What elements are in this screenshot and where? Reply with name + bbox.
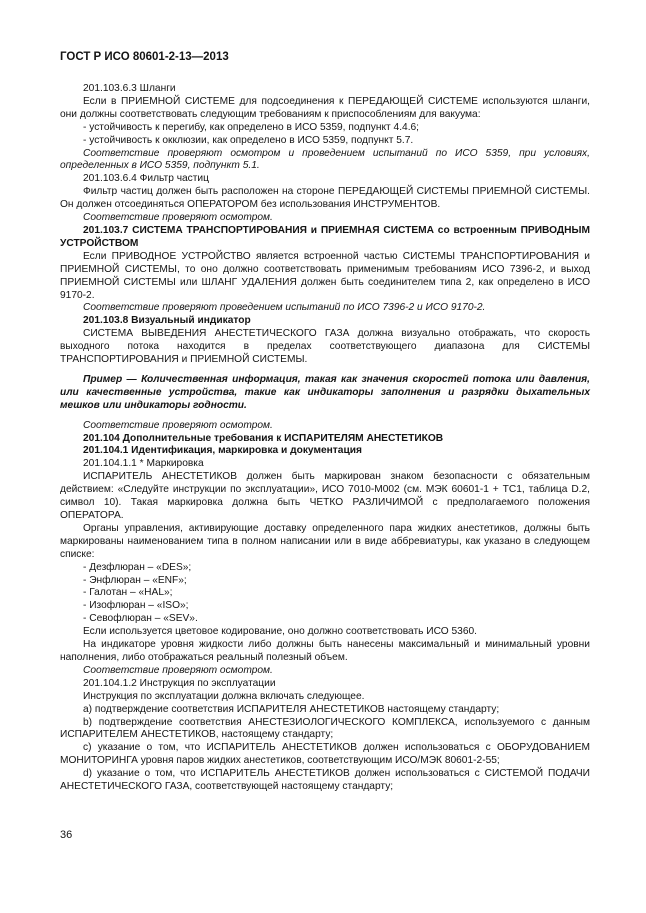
compliance-note: Соответствие проверяют осмотром. (83, 419, 273, 431)
paragraph: Инструкция по эксплуатации должна включать следующее. (83, 690, 365, 702)
list-item: b) подтверждение соответствия АНЕСТЕЗИОЛОГИЧЕСКОГО КОМПЛЕКСА, используемого с данным ИСПАРИТЕЛЕМ АНЕСТЕТИКОВ, настоящему стандарту; (60, 716, 590, 741)
clause-heading: 201.103.7 СИСТЕМА ТРАНСПОРТИРОВАНИЯ и ПРИЕМНАЯ СИСТЕМА со встроенным ПРИВОДНЫМ УСТРОЙСТВОМ (60, 224, 590, 249)
clause-heading: 201.104.1.2 Инструкция по эксплуатации (83, 677, 276, 689)
compliance-note: Соответствие проверяют проведением испытаний по ИСО 7396-2 и ИСО 9170-2. (83, 302, 486, 314)
paragraph: ИСПАРИТЕЛЬ АНЕСТЕТИКОВ должен быть маркирован знаком безопасности с обязательным действием: «Следуйте инструкции по эксплуатации», ИСО 7010-М002 (см. МЭК 60601-1 + ТС1, таблица D.2, символ 10). Такая маркировка должна быть ЧЕТКО РАЗЛИЧИМОЙ с предполагаемого положения ОПЕРАТОРА. (60, 471, 590, 521)
compliance-note: Соответствие проверяют осмотром и проведением испытаний по ИСО 5359, при условиях, определенных в ИСО 5359, подпункт 5.1. (60, 147, 590, 172)
paragraph: Если ПРИВОДНОЕ УСТРОЙСТВО является встроенной частью СИСТЕМЫ ТРАНСПОРТИРОВАНИЯ и ПРИЕМНОЙ СИСТЕМЫ, то оно должно соответствовать применимым требованиям ИСО 7396-2, и выход ПРИЕМНОЙ СИСТЕМЫ или ШЛАНГ УДАЛЕНИЯ должен быть соединителем типа 2, как определено в ИСО 9170-2. (60, 250, 590, 301)
document-body (60, 83, 590, 794)
list-item: d) указание о том, что ИСПАРИТЕЛЬ АНЕСТЕТИКОВ должен использоваться с СИСТЕМОЙ ПОДАЧИ АНЕСТЕТИЧЕСКОГО ГАЗА, соответствующей настоящему стандарту; (60, 768, 590, 793)
list-item: - Изофлюран – «ISO»; (83, 600, 189, 612)
clause-heading: 201.103.6.3 Шланги (83, 83, 176, 94)
compliance-note: Соответствие проверяют осмотром. (83, 664, 273, 676)
paragraph: Органы управления, активирующие доставку определенного пара жидких анестетиков, должны быть маркированы наименованием типа в полном написании или в виде аббревиатуры, как указано в следующем списке: (60, 522, 590, 560)
list-item: - устойчивость к окклюзии, как определено в ИСО 5359, подпункт 5.7. (83, 134, 414, 146)
clause-heading: 201.103.8 Визуальный индикатор (83, 315, 251, 327)
paragraph: Фильтр частиц должен быть расположен на стороне ПЕРЕДАЮЩЕЙ СИСТЕМЫ ПРИЕМНОЙ СИСТЕМЫ. Он должен отсоединяться ОПЕРАТОРОМ без использования ИНСТРУМЕНТОВ. (60, 186, 590, 211)
list-item: - устойчивость к перегибу, как определено в ИСО 5359, подпункт 4.4.6; (83, 121, 420, 133)
clause-heading: 201.104.1.1 * Маркировка (83, 458, 204, 470)
paragraph: СИСТЕМА ВЫВЕДЕНИЯ АНЕСТЕТИЧЕСКОГО ГАЗА должна визуально отображать, что скорость выходного потока находится в пределах соответствующего диапазона для СИСТЕМЫ ТРАНСПОРТИРОВАНИЯ и ПРИЕМНОЙ СИСТЕМЫ. (60, 328, 590, 366)
list-item: - Энфлюран – «ENF»; (83, 574, 187, 586)
list-item: - Дезфлюран – «DES»; (83, 561, 192, 573)
list-item: а) подтверждение соответствия ИСПАРИТЕЛЯ АНЕСТЕТИКОВ настоящему стандарту; (83, 703, 500, 715)
clause-heading: 201.104.1 Идентификация, маркировка и документация (83, 445, 362, 457)
document-header: ГОСТ Р ИСО 80601-2-13—2013 (60, 51, 229, 63)
paragraph: Если используется цветовое кодирование, оно должно соответствовать ИСО 5360. (83, 626, 477, 638)
list-item: - Севофлюран – «SEV». (83, 613, 198, 625)
list-item: - Галотан – «HAL»; (83, 587, 173, 599)
example-note: Пример — Количественная информация, такая как значения скоростей потока или давления, или качественные устройства, такие как индикаторы заполнения и разрядки дыхательных мешков или индикаторы годности. (60, 373, 590, 411)
paragraph: На индикаторе уровня жидкости либо должны быть нанесены максимальный и минимальный уровни наполнения, либо отображаться реальный полезный объем. (60, 639, 590, 663)
clause-heading: 201.103.6.4 Фильтр частиц (83, 173, 209, 185)
list-item: с) указание о том, что ИСПАРИТЕЛЬ АНЕСТЕТИКОВ должен использоваться с ОБОРУДОВАНИЕМ МОНИТОРИНГА уровня паров жидких анестетиков, соответствующим ИСО/МЭК 80601-2-55; (60, 742, 590, 767)
compliance-note: Соответствие проверяют осмотром. (83, 212, 273, 224)
paragraph: Если в ПРИЕМНОЙ СИСТЕМЕ для подсоединения к ПЕРЕДАЮЩЕЙ СИСТЕМЕ используются шланги, они должны соответствовать следующим требованиям к приспособлениям для вакуума: (60, 95, 590, 120)
clause-heading: 201.104 Дополнительные требования к ИСПАРИТЕЛЯМ АНЕСТЕТИКОВ (83, 432, 444, 444)
page-number: 36 (60, 829, 73, 841)
